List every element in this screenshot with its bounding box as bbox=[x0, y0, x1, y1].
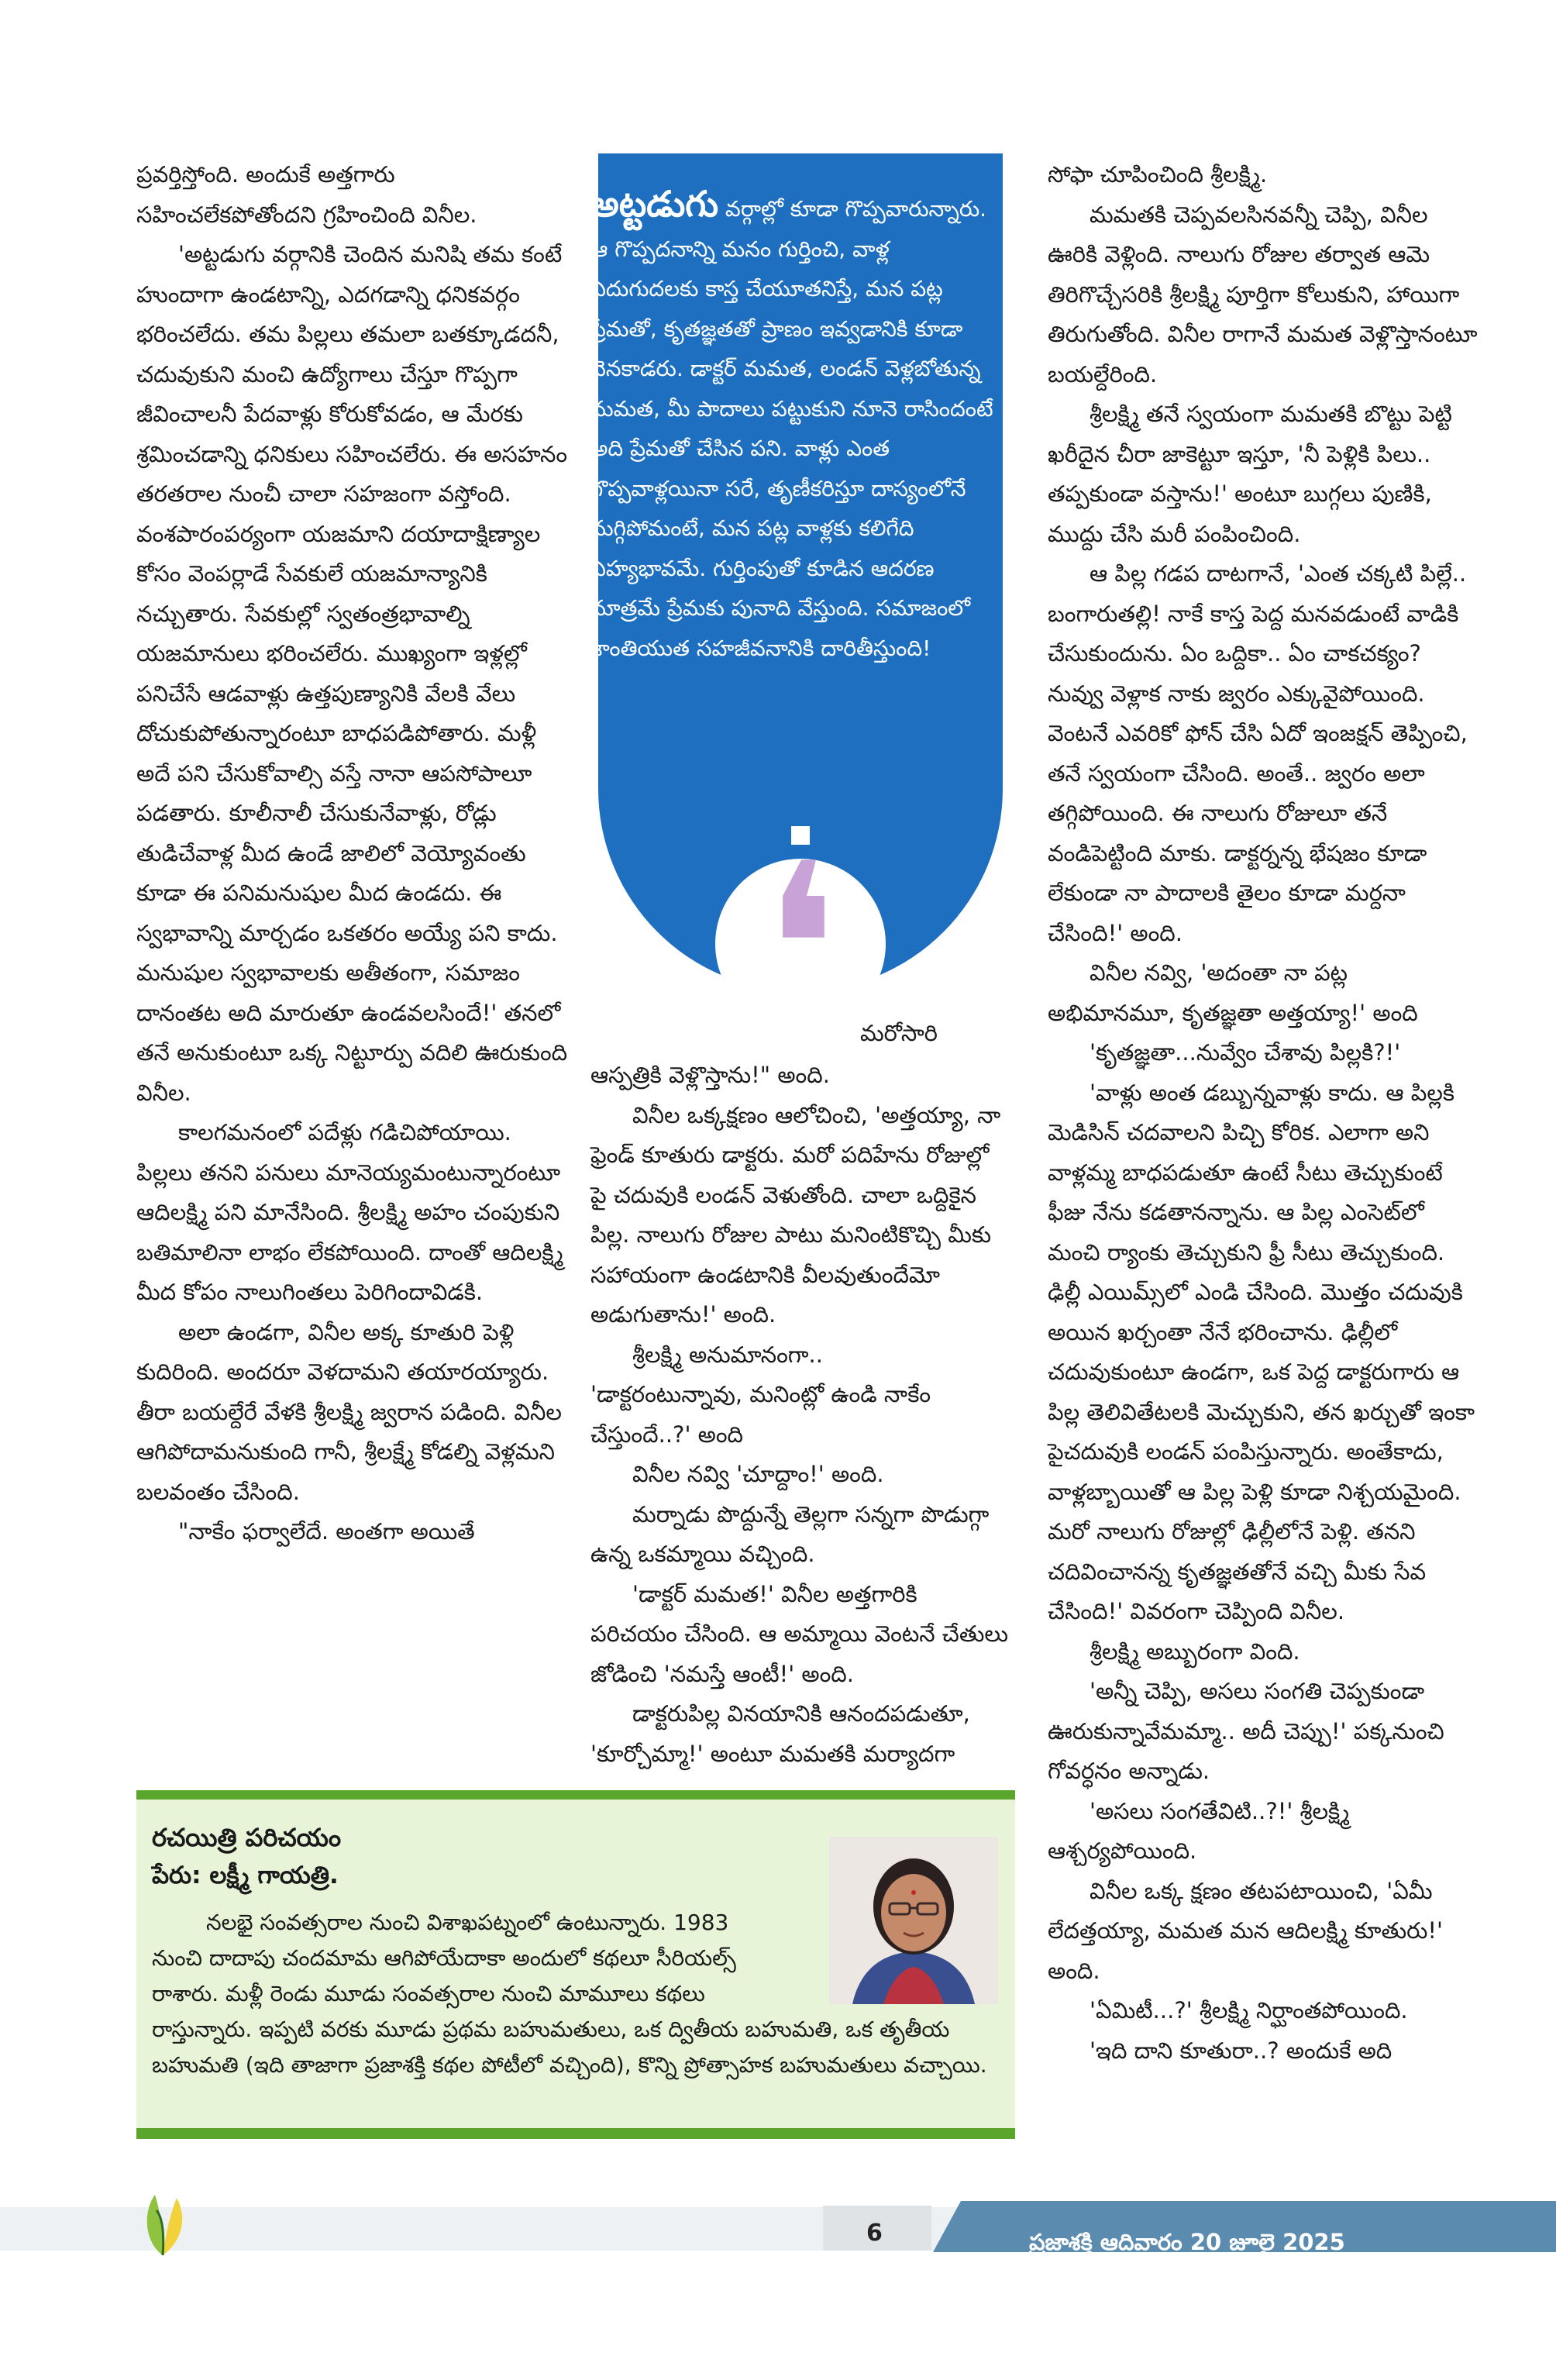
paragraph: ఆస్పత్రికి వెళ్లొస్తాను!" అంది. bbox=[590, 1062, 830, 1088]
publication-logo-icon bbox=[139, 2187, 194, 2258]
paragraph: 'ఏమిటీ...?' శ్రీలక్ష్మి నిర్ఘాంతపోయింది. bbox=[1090, 1997, 1408, 2024]
author-bio-box bbox=[136, 1790, 1015, 2139]
paragraph: 'అసలు సంగతేవిటి..?!' శ్రీలక్ష్మి ఆశ్చర్యపోయింది. bbox=[1048, 1797, 1350, 1864]
paragraph: వినీల నవ్వి 'చూద్దాం!' అంది. bbox=[632, 1461, 884, 1487]
paragraph: డాక్టరుపిల్ల వినయానికి ఆనందపడుతూ, 'కూర్చోమ్మా!' అంటూ మమతకి మర్యాదగా bbox=[590, 1700, 970, 1767]
page-number: 6 bbox=[866, 2220, 883, 2247]
pull-quote-body: వర్గాల్లో కూడా గొప్పవారున్నారు. ఆ గొప్పదనాన్ని మనం గుర్తించి, వాళ్ల ఎదుగుదలకు కాస్త చేయూతనిస్తే, మన పట్ల ప్రేమతో, కృతజ్ఞతతో ప్రాణం ఇవ్వడానికి కూడా వెనకాడరు. డాక్టర్ మమత, లండన్ వెళ్లబోతున్న మమత, మీ పాదాలు పట్టుకుని నూనె రాసిందంటే అది ప్రేమతో చేసిన పని. వాళ్లు ఎంత గొప్పవాళ్లయినా సరే, తృణీకరిస్తూ దాస్యంలోనే మగ్గిపోమంటే, మన పట్ల వాళ్లకు కలిగేది ఏహ్యభావమే. గుర్తింపుతో కూడిన ఆదరణ మాత్రమే ప్రేమకు పునాది వేస్తుంది. సమాజంలో శాంతియుత సహజీవనానికి దారితీస్తుంది! bbox=[590, 196, 993, 661]
paragraph: 'వాళ్లు అంత డబ్బున్నవాళ్లు కాదు. ఆ పిల్లకి మెడిసిన్ చదవాలని పిచ్చి కోరిక. ఎలాగా అని వాళ్లమ్మ బాధపడుతూ ఉంటే సీటు తెచ్చుకుంటే ఫీజు నేను కడతానన్నాను. ఆ పిల్ల ఎంసెట్‌లో మంచి ర్యాంకు తెచ్చుకుని ఫ్రీ సీటు తెచ్చుకుంది. ఢిల్లీ ఎయిమ్స్‌లో ఎండి చేసింది. మొత్తం చదువుకి అయిన ఖర్చంతా నేనే భరించాను. ఢిల్లీలో చదువుకుంటూ ఉండగా, ఒక పెద్ద డాక్టరుగారు ఆ పిల్ల తెలివితేటలకి మెచ్చుకుని, తన ఖర్చుతో ఇంకా పైచదువుకి లండన్ పంపిస్తున్నారు. అంతేకాదు, వాళ్లబ్బాయితో ఆ పిల్ల పెళ్లి కూడా నిశ్చయమైంది. మరో నాలుగు రోజుల్లో ఢిల్లీలోనే పెళ్లి. తనని చదివించానన్న కృతజ్ఞతతోనే వచ్చి మీకు సేవ చేసింది!' వివరంగా చెప్పింది వినీల. bbox=[1048, 1079, 1475, 1624]
paragraph: ప్రవర్తిస్తోంది. అందుకే అత్తగారు సహించలేకపోతోందని గ్రహించింది వినీల. bbox=[136, 161, 477, 228]
paragraph: 'అట్టడుగు వర్గానికి చెందిన మనిషి తమ కంటే హుందాగా ఉండటాన్ని, ఎదగడాన్ని ధనికవర్గం భరించలేదు. తమ పిల్లలు తమలా బతక్కూడదనీ, చదువుకుని మంచి ఉద్యోగాలు చేస్తూ గొప్పగా జీవించాలనీ పేదవాళ్లు కోరుకోవడం, ఆ మేరకు శ్రమించడాన్ని ధనికులు సహించలేరు. ఈ అసహనం తరతరాల నుంచీ చాలా సహజంగా వస్తోంది. వంశపారంపర్యంగా యజమాని దయాదాక్షిణ్యాల కోసం వెంపర్లాడే సేవకులే యజమాన్యానికి నచ్చుతారు. సేవకుల్లో స్వతంత్రభావాల్ని యజమానులు భరించలేరు. ముఖ్యంగా ఇళ్లల్లో పనిచేసే ఆడవాళ్లు ఉత్తపుణ్యానికి వేలకి వేలు దోచుకుపోతున్నారంటూ బాధపడిపోతారు. మళ్లీ అదే పని చేసుకోవాల్సి వస్తే నానా ఆపసోపాలూ పడతారు. కూలీనాలీ చేసుకునేవాళ్లు, రోడ్లు తుడిచేవాళ్ల మీద ఉండే జాలిలో వెయ్యోవంతు కూడా ఈ పనిమనుషుల మీద ఉండదు. ఈ స్వభావాన్ని మార్చడం ఒకతరం అయ్యే పని కాదు. మనుషుల స్వభావాలకు అతీతంగా, సమాజం దానంతట అది మారుతూ ఉండవలసిందే!' తనలో తనే అనుకుంటూ ఒక్క నిట్టూర్పు వదిలి ఊరుకుంది వినీల. bbox=[136, 241, 568, 1106]
author-photo bbox=[829, 1837, 998, 2004]
bio-paragraph: నలభై సంవత్సరాల నుంచి విశాఖపట్నంలో ఉంటున్నారు. 1983 నుంచి దాదాపు చందమామ ఆగిపోయేదాకా అందులో కథలూ సీరియల్స్ రాశారు. మళ్లీ రెండు మూడు సంవత్సరాల నుంచి మామూలు కథలు bbox=[152, 1910, 736, 2006]
story-column-middle bbox=[590, 1056, 1009, 1774]
bio-paragraph: రాస్తున్నారు. ఇప్పటి వరకు మూడు ప్రథమ బహుమతులు, ఒక ద్వితీయ బహుమతి, ఒక తృతీయ బహుమతి (ఇది తాజాగా ప్రజాశక్తి కథల పోటీలో వచ్చింది), కొన్ని ప్రోత్సాహక బహుమతులు వచ్చాయి. bbox=[152, 2017, 987, 2078]
pull-quote-text bbox=[590, 184, 993, 668]
pull-quote-first-word: అట్టడుగు bbox=[590, 183, 719, 225]
paragraph: అలా ఉండగా, వినీల అక్క కూతురి పెళ్లి కుదిరింది. అందరూ వెళదామని తయారయ్యారు. తీరా బయల్దేరే వేళకి శ్రీలక్ష్మి జ్వరాన పడింది. వినీల ఆగిపోదామనుకుంది గానీ, శ్రీలక్ష్మే కోడల్ని వెళ్లమని బలవంతం చేసింది. bbox=[136, 1318, 562, 1505]
paragraph: ఆ పిల్ల గడప దాటగానే, 'ఎంత చక్కటి పిల్లే.. బంగారుతల్లి! నాకే కాస్త పెద్ద మనవడుంటే వాడికి చేసుకుందును. ఏం ఒద్దికా.. ఏం చాకచక్యం? నువ్వు వెళ్లాక నాకు జ్వరం ఎక్కువైపోయింది. వెంటనే ఎవరికో ఫోన్ చేసి ఏదో ఇంజక్షన్ తెప్పించి, తనే స్వయంగా చేసింది. అంతే.. జ్వరం అలా తగ్గిపోయింది. ఈ నాలుగు రోజులూ తనే వండిపెట్టింది మాకు. డాక్టర్నన్న భేషజం కూడా లేకుండా నా పాదాలకి తైలం కూడా మర్దనా చేసింది!' అంది. bbox=[1048, 560, 1468, 946]
paragraph: వినీల నవ్వి, 'అదంతా నా పట్ల అభిమానమూ, కృతజ్ఞతా అత్తయ్యా!' అంది bbox=[1048, 959, 1418, 1026]
paragraph: 'కృతజ్ఞతా...నువ్వేం చేశావు పిల్లకి?!' bbox=[1090, 1039, 1401, 1066]
quote-mark-icon: ❛ bbox=[763, 814, 838, 1029]
publication-dateline: ప్రజాశక్తి ఆదివారం 20 జూలై 2025 bbox=[1029, 2229, 1345, 2255]
paragraph: మర్నాడు పొద్దున్నే తెల్లగా సన్నగా పొడుగ్గా ఉన్న ఒకమ్మాయి వచ్చింది. bbox=[590, 1500, 990, 1567]
paragraph: 'అన్నీ చెప్పి, అసలు సంగతి చెప్పకుండా ఊరుకున్నావేమమ్మా.. అదీ చెప్పు!' పక్కనుంచి గోవర్ధనం అన్నాడు. bbox=[1048, 1678, 1444, 1784]
paragraph: 'డాక్టరంటున్నావు, మనింట్లో ఉండి నాకేం చేస్తుందే..?' అంది bbox=[590, 1381, 931, 1448]
continuation-word: మరోసారి bbox=[860, 1020, 938, 1046]
paragraph: 'డాక్టర్ మమత!' వినీల అత్తగారికి పరిచయం చేసింది. ఆ అమ్మాయి వెంటనే చేతులు జోడించి 'నమస్తే ఆంటీ!' అంది. bbox=[590, 1580, 1009, 1687]
paragraph: సోఫా చూపించింది శ్రీలక్ష్మి. bbox=[1048, 161, 1268, 188]
story-column-right bbox=[1048, 155, 1482, 2071]
paragraph: మమతకి చెప్పవలసినవన్నీ చెప్పి, వినీల ఊరికి వెళ్లింది. నాలుగు రోజుల తర్వాత ఆమె తిరిగొచ్చేసరికి శ్రీలక్ష్మి పూర్తిగా కోలుకుని, హాయిగా తిరుగుతోంది. వినీల రాగానే మమత వెళ్లొస్తానంటూ బయల్దేరింది. bbox=[1048, 201, 1478, 387]
paragraph: "నాకేం ఫర్వాలేదే. అంతగా అయితే bbox=[178, 1518, 475, 1545]
story-column-left bbox=[136, 155, 570, 1552]
paragraph: 'ఇది దాని కూతురా..? అందుకే అది bbox=[1090, 2037, 1392, 2064]
paragraph: శ్రీలక్ష్మి తనే స్వయంగా మమతకి బొట్టు పెట్టి ఖరీదైన చీరా జాకెట్టూ ఇస్తూ, 'నీ పెళ్లికి పిలు.. తప్పకుండా వస్తాను!' అంటూ బుగ్గలు పుణికి, ముద్దు చేసి మరీ పంపించింది. bbox=[1048, 401, 1452, 547]
paragraph: కాలగమనంలో పదేళ్లు గడిచిపోయాయి. పిల్లలు తనని పనులు మానెయ్యమంటున్నారంటూ ఆదిలక్ష్మి పని మానేసింది. శ్రీలక్ష్మి అహం చంపుకుని బతిమాలినా లాభం లేకపోయింది. దాంతో ఆదిలక్ష్మి మీద కోపం నాలుగింతలు పెరిగిందావిడకి. bbox=[136, 1119, 563, 1305]
paragraph: వినీల ఒక్కక్షణం ఆలోచించి, 'అత్తయ్యా, నా ఫ్రెండ్ కూతురు డాక్టరు. మరో పదిహేను రోజుల్లో పై చదువుకి లండన్ వెళుతోంది. చాలా ఒద్దికైన పిల్ల. నాలుగు రోజుల పాటు మనింటికొచ్చి మీకు సహాయంగా ఉండటానికి వీలవుతుందేమో అడుగుతాను!' అంది. bbox=[590, 1101, 1001, 1328]
author-portrait-icon bbox=[829, 1837, 998, 2004]
paragraph: వినీల ఒక్క క్షణం తటపటాయించి, 'ఏమీ లేదత్తయ్యా, మమత మన ఆదిలక్ష్మి కూతురు!' అంది. bbox=[1048, 1877, 1443, 1984]
bio-name: పేరు: లక్ష్మీ గాయత్రి. bbox=[152, 1862, 339, 1889]
paragraph: శ్రీలక్ష్మి అనుమానంగా.. bbox=[632, 1341, 823, 1368]
bio-title: రచయిత్రి పరిచయం bbox=[152, 1823, 342, 1852]
paragraph: శ్రీలక్ష్మి అబ్బురంగా వింది. bbox=[1090, 1638, 1300, 1665]
